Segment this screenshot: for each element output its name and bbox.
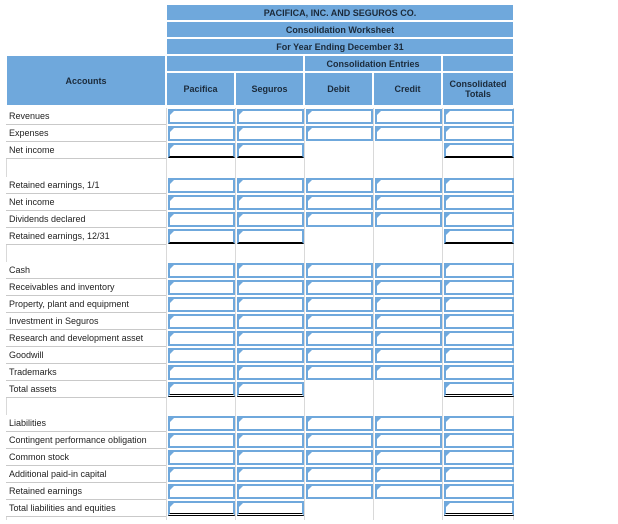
worksheet-input-cell[interactable]	[444, 212, 514, 227]
row-label-retained-earnings-begin: Retained earnings, 1/1	[6, 177, 166, 194]
row-label-investment: Investment in Seguros	[6, 313, 166, 330]
worksheet-input-cell[interactable]	[306, 348, 373, 363]
row-label-dividends: Dividends declared	[6, 211, 166, 228]
worksheet-input-cell[interactable]	[444, 314, 514, 329]
consolidation-worksheet	[6, 4, 514, 520]
worksheet-input-cell[interactable]	[444, 467, 514, 482]
worksheet-input-cell[interactable]	[444, 195, 514, 210]
worksheet-input-cell[interactable]	[168, 467, 235, 482]
worksheet-input-cell[interactable]	[444, 433, 514, 448]
worksheet-input-cell[interactable]	[375, 433, 442, 448]
row-label-receivables: Receivables and inventory	[6, 279, 166, 296]
worksheet-input-cell[interactable]	[237, 348, 304, 363]
worksheet-title: Consolidation Worksheet	[166, 21, 514, 38]
worksheet-input-cell[interactable]	[444, 109, 514, 124]
worksheet-input-cell[interactable]	[237, 126, 304, 141]
column-divider	[235, 108, 236, 520]
worksheet-input-cell[interactable]	[306, 263, 373, 278]
worksheet-input-cell[interactable]	[444, 365, 514, 380]
worksheet-input-cell[interactable]	[168, 382, 235, 397]
column-divider	[442, 108, 443, 520]
worksheet-input-cell[interactable]	[306, 433, 373, 448]
seguros-header: Seguros	[235, 72, 304, 106]
debit-header: Debit	[304, 72, 373, 106]
period-title: For Year Ending December 31	[166, 38, 514, 55]
worksheet-input-cell[interactable]	[237, 280, 304, 295]
row-label-retained-earnings: Retained earnings	[6, 483, 166, 500]
worksheet-input-cell[interactable]	[168, 178, 235, 193]
consolidated-totals-header: Consolidated Totals	[442, 72, 514, 106]
worksheet-input-cell[interactable]	[306, 467, 373, 482]
worksheet-input-cell[interactable]	[444, 229, 514, 244]
row-label-revenues: Revenues	[6, 108, 166, 125]
worksheet-input-cell[interactable]	[168, 314, 235, 329]
worksheet-input-cell[interactable]	[237, 212, 304, 227]
worksheet-input-cell[interactable]	[237, 297, 304, 312]
row-label-contingent: Contingent performance obligation	[6, 432, 166, 449]
row-label-rd-asset: Research and development asset	[6, 330, 166, 347]
worksheet-input-cell[interactable]	[168, 484, 235, 499]
row-label-ppe: Property, plant and equipment	[6, 296, 166, 313]
row-label-retained-earnings-end: Retained earnings, 12/31	[6, 228, 166, 245]
worksheet-input-cell[interactable]	[375, 195, 442, 210]
worksheet-input-cell[interactable]	[375, 467, 442, 482]
row-label-apic: Additional paid-in capital	[6, 466, 166, 483]
worksheet-input-cell[interactable]	[237, 195, 304, 210]
pacifica-header: Pacifica	[166, 72, 235, 106]
worksheet-input-cell[interactable]	[375, 263, 442, 278]
worksheet-input-cell[interactable]	[444, 382, 514, 397]
worksheet-input-cell[interactable]	[444, 501, 514, 516]
worksheet-input-cell[interactable]	[237, 314, 304, 329]
worksheet-input-cell[interactable]	[306, 314, 373, 329]
worksheet-input-cell[interactable]	[306, 178, 373, 193]
worksheet-input-cell[interactable]	[237, 467, 304, 482]
worksheet-input-cell[interactable]	[168, 143, 235, 158]
worksheet-input-cell[interactable]	[168, 280, 235, 295]
worksheet-input-cell[interactable]	[444, 450, 514, 465]
row-label-goodwill: Goodwill	[6, 347, 166, 364]
credit-header: Credit	[373, 72, 442, 106]
worksheet-input-cell[interactable]	[444, 484, 514, 499]
worksheet-input-cell[interactable]	[306, 195, 373, 210]
company-title: PACIFICA, INC. AND SEGUROS CO.	[166, 4, 514, 21]
worksheet-input-cell[interactable]	[168, 229, 235, 244]
worksheet-input-cell[interactable]	[306, 450, 373, 465]
worksheet-input-cell[interactable]	[375, 280, 442, 295]
worksheet-input-cell[interactable]	[237, 416, 304, 431]
worksheet-input-cell[interactable]	[168, 365, 235, 380]
worksheet-input-cell[interactable]	[444, 143, 514, 158]
worksheet-input-cell[interactable]	[237, 501, 304, 516]
worksheet-input-cell[interactable]	[168, 433, 235, 448]
worksheet-input-cell[interactable]	[306, 416, 373, 431]
worksheet-input-cell[interactable]	[237, 484, 304, 499]
worksheet-input-cell[interactable]	[375, 331, 442, 346]
worksheet-input-cell[interactable]	[375, 348, 442, 363]
worksheet-input-cell[interactable]	[444, 416, 514, 431]
worksheet-input-cell[interactable]	[444, 348, 514, 363]
worksheet-input-cell[interactable]	[237, 229, 304, 244]
worksheet-input-cell[interactable]	[375, 365, 442, 380]
worksheet-input-cell[interactable]	[168, 109, 235, 124]
worksheet-input-cell[interactable]	[168, 450, 235, 465]
worksheet-input-cell[interactable]	[168, 195, 235, 210]
row-label-cash: Cash	[6, 262, 166, 279]
column-divider	[304, 108, 305, 520]
worksheet-input-cell[interactable]	[306, 331, 373, 346]
column-divider	[373, 108, 374, 520]
row-label-total-le: Total liabilities and equities	[6, 500, 166, 517]
row-label-total-assets: Total assets	[6, 381, 166, 398]
worksheet-input-cell[interactable]	[237, 382, 304, 397]
blank-header-cell	[166, 55, 304, 72]
worksheet-input-cell[interactable]	[168, 501, 235, 516]
worksheet-input-cell[interactable]	[237, 331, 304, 346]
worksheet-input-cell[interactable]	[168, 416, 235, 431]
worksheet-input-cell[interactable]	[306, 280, 373, 295]
worksheet-input-cell[interactable]	[237, 450, 304, 465]
worksheet-input-cell[interactable]	[375, 109, 442, 124]
row-label-net-income: Net income	[6, 142, 166, 159]
worksheet-input-cell[interactable]	[444, 263, 514, 278]
worksheet-input-cell[interactable]	[306, 212, 373, 227]
worksheet-input-cell[interactable]	[375, 450, 442, 465]
column-divider	[166, 108, 167, 520]
worksheet-input-cell[interactable]	[375, 178, 442, 193]
row-label-expenses: Expenses	[6, 125, 166, 142]
worksheet-input-cell[interactable]	[306, 109, 373, 124]
worksheet-input-cell[interactable]	[444, 178, 514, 193]
worksheet-input-cell[interactable]	[237, 143, 304, 158]
worksheet-input-cell[interactable]	[306, 484, 373, 499]
accounts-header: Accounts	[6, 55, 166, 106]
worksheet-input-cell[interactable]	[306, 365, 373, 380]
worksheet-input-cell[interactable]	[237, 365, 304, 380]
worksheet-input-cell[interactable]	[306, 297, 373, 312]
worksheet-input-cell[interactable]	[237, 178, 304, 193]
row-label-trademarks: Trademarks	[6, 364, 166, 381]
worksheet-input-cell[interactable]	[375, 126, 442, 141]
worksheet-input-cell[interactable]	[444, 331, 514, 346]
worksheet-input-cell[interactable]	[375, 212, 442, 227]
blank-header-cell-right	[442, 55, 514, 72]
worksheet-input-cell[interactable]	[168, 348, 235, 363]
worksheet-input-cell[interactable]	[237, 109, 304, 124]
worksheet-input-cell[interactable]	[168, 263, 235, 278]
worksheet-input-cell[interactable]	[168, 331, 235, 346]
consolidation-entries-header: Consolidation Entries	[304, 55, 442, 72]
worksheet-input-cell[interactable]	[168, 126, 235, 141]
row-label-liabilities: Liabilities	[6, 415, 166, 432]
worksheet-input-cell[interactable]	[375, 297, 442, 312]
row-label-common-stock: Common stock	[6, 449, 166, 466]
worksheet-input-cell[interactable]	[444, 297, 514, 312]
worksheet-input-cell[interactable]	[444, 126, 514, 141]
worksheet-input-cell[interactable]	[375, 484, 442, 499]
worksheet-input-cell[interactable]	[375, 416, 442, 431]
worksheet-input-cell[interactable]	[237, 263, 304, 278]
worksheet-input-cell[interactable]	[375, 314, 442, 329]
worksheet-input-cell[interactable]	[306, 126, 373, 141]
worksheet-input-cell[interactable]	[168, 212, 235, 227]
row-label-net-income-2: Net income	[6, 194, 166, 211]
worksheet-input-cell[interactable]	[168, 297, 235, 312]
worksheet-input-cell[interactable]	[444, 280, 514, 295]
worksheet-input-cell[interactable]	[237, 433, 304, 448]
